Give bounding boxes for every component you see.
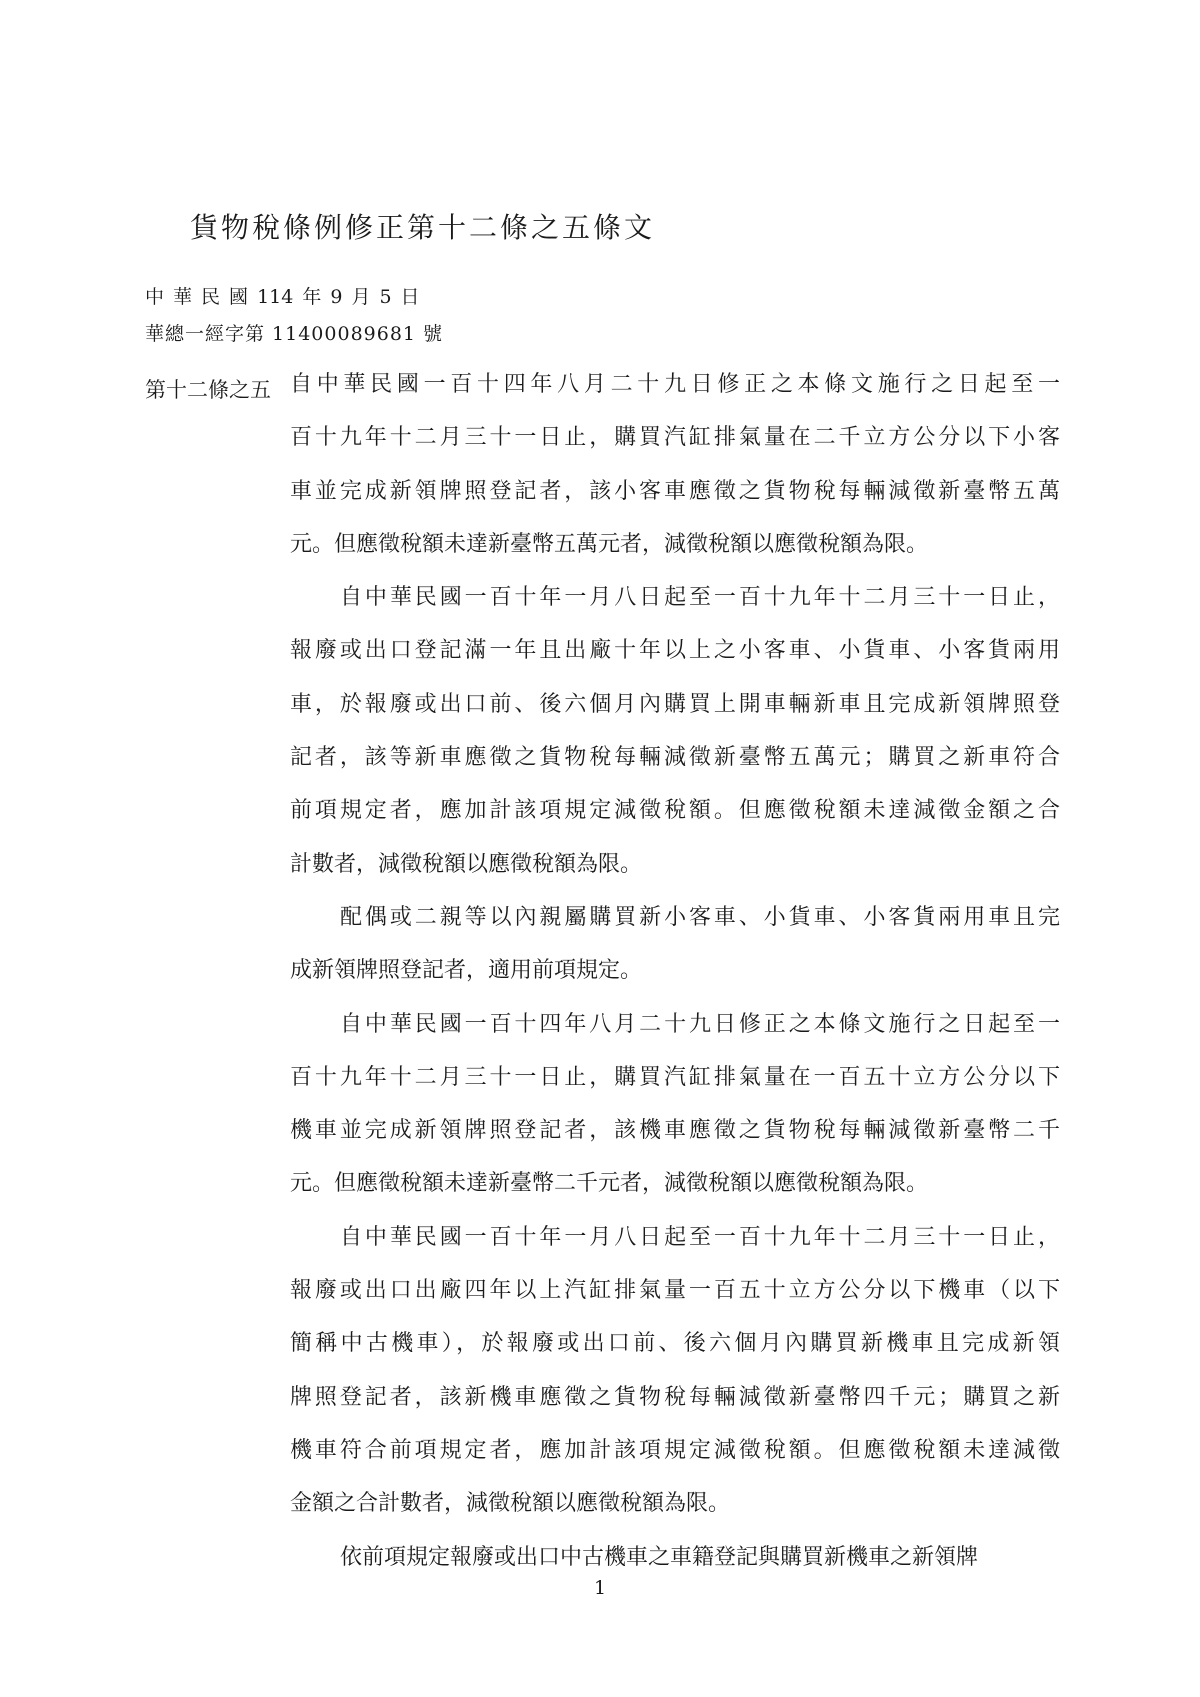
promulgation-date bbox=[145, 282, 429, 309]
body-line: 自中華民國一百十四年八月二十九日修正之本條文施行之日起至一 bbox=[290, 372, 1060, 397]
body-line: 報廢或出口出廠四年以上汽缸排氣量一百五十立方公分以下機車（以下 bbox=[290, 1278, 1060, 1304]
body-line: 簡稱中古機車），於報廢或出口前、後六個月內購買新機車且完成新領 bbox=[290, 1331, 1060, 1357]
body-line: 金額之合計數者，減徵稅額以應徵稅額為限。 bbox=[290, 1491, 731, 1517]
date-part: 月 bbox=[351, 286, 371, 308]
body-line: 車並完成新領牌照登記者，該小客車應徵之貨物稅每輛減徵新臺幣五萬 bbox=[290, 478, 1060, 504]
page-number: 1 bbox=[593, 1577, 607, 1599]
body-line: 自中華民國一百十四年八月二十九日修正之本條文施行之日起至一 bbox=[340, 1011, 1060, 1037]
body-line: 成新領牌照登記者，適用前項規定。 bbox=[290, 958, 643, 984]
article-body bbox=[290, 368, 1060, 1594]
date-part: 中 bbox=[145, 286, 165, 308]
body-line: 前項規定者，應加計該項規定減徵稅額。但應徵稅額未達減徵金額之合 bbox=[290, 798, 1060, 824]
date-part: 114 bbox=[257, 286, 294, 308]
body-line: 機車符合前項規定者，應加計該項規定減徵稅額。但應徵稅額未達減徵 bbox=[290, 1437, 1060, 1463]
body-line: 自中華民國一百十年一月八日起至一百十九年十二月三十一日止， bbox=[340, 1224, 1060, 1250]
date-part: 日 bbox=[400, 286, 420, 308]
date-part: 5 bbox=[379, 286, 392, 308]
date-part: 民 bbox=[201, 286, 221, 308]
body-line: 機車並完成新領牌照登記者，該機車應徵之貨物稅每輛減徵新臺幣二千 bbox=[290, 1118, 1060, 1144]
date-part: 華 bbox=[173, 286, 193, 308]
body-line: 報廢或出口登記滿一年且出廠十年以上之小客車、小貨車、小客貨兩用 bbox=[290, 638, 1060, 664]
document-title: 貨物稅條例修正第十二條之五條文 bbox=[190, 211, 656, 244]
body-line: 百十九年十二月三十一日止，購買汽缸排氣量在二千立方公分以下小客 bbox=[290, 425, 1060, 451]
body-line: 百十九年十二月三十一日止，購買汽缸排氣量在一百五十立方公分以下 bbox=[290, 1064, 1060, 1090]
body-line: 配偶或二親等以內親屬購買新小客車、小貨車、小客貨兩用車且完 bbox=[340, 904, 1060, 930]
body-line: 元。但應徵稅額未達新臺幣二千元者，減徵稅額以應徵稅額為限。 bbox=[290, 1171, 929, 1197]
body-line: 牌照登記者，該新機車應徵之貨物稅每輛減徵新臺幣四千元；購買之新 bbox=[290, 1384, 1060, 1410]
reference-number: 華總一經字第 11400089681 號 bbox=[145, 323, 444, 345]
date-part: 國 bbox=[229, 286, 249, 308]
body-line: 記者，該等新車應徵之貨物稅每輛減徵新臺幣五萬元；購買之新車符合 bbox=[290, 745, 1060, 771]
body-line: 計數者，減徵稅額以應徵稅額為限。 bbox=[290, 851, 643, 877]
date-part: 年 bbox=[302, 286, 322, 308]
body-line: 自中華民國一百十年一月八日起至一百十九年十二月三十一日止， bbox=[340, 585, 1060, 611]
date-part: 9 bbox=[330, 286, 343, 308]
article-label: 第十二條之五 bbox=[145, 378, 271, 402]
body-line: 依前項規定報廢或出口中古機車之車籍登記與購買新機車之新領牌 bbox=[340, 1544, 979, 1570]
body-line: 車，於報廢或出口前、後六個月內購買上開車輛新車且完成新領牌照登 bbox=[290, 691, 1060, 717]
body-line: 元。但應徵稅額未達新臺幣五萬元者，減徵稅額以應徵稅額為限。 bbox=[290, 531, 929, 557]
